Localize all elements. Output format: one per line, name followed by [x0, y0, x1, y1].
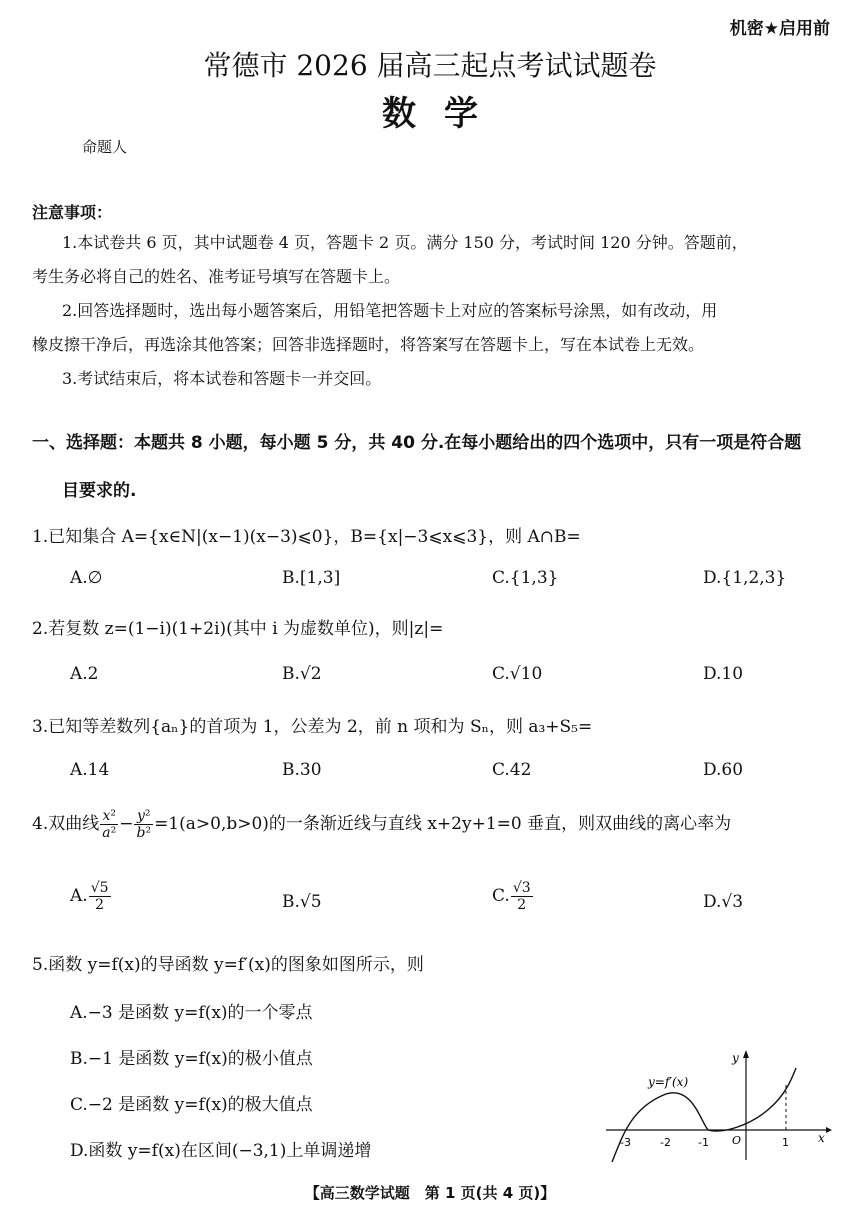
tick-1: 1	[782, 1136, 789, 1149]
q1-option-b: B.[1,3]	[282, 568, 341, 588]
q5-option-c: C.−2 是函数 y=f(x)的极大值点	[70, 1095, 313, 1115]
q2-option-d: D.10	[703, 664, 744, 684]
q4-stem: 4.双曲线 $\frac{\text{x²}}{\text{a²}}$ − $\frac{\text{y²}}{\text{b²}}$ =1(a>0,b>0)的一条渐近线与直线 x+2y+1=0 垂直，则双曲线的离心率为	[32, 808, 732, 841]
q3-option-d: D.60	[703, 760, 744, 780]
notice-heading: 注意事项：	[32, 203, 113, 222]
q4-stem-post: =1(a>0,b>0)的一条渐近线与直线 x+2y+1=0 垂直，则双曲线的离心率为	[154, 814, 732, 834]
q5-option-a: A.−3 是函数 y=f(x)的一个零点	[70, 1003, 313, 1023]
q1-option-a: A.∅	[70, 568, 103, 588]
q4-option-b: B.√5	[282, 892, 322, 912]
q4-option-d: D.√3	[703, 892, 744, 912]
curve-label: y=f′(x)	[648, 1075, 689, 1089]
q4-option-a: A. $\frac{√5}{2}$	[70, 880, 109, 913]
derivative-graph	[600, 1048, 840, 1168]
q2-option-c: C.√10	[492, 664, 543, 684]
q4-stem-pre: 4.双曲线	[32, 814, 100, 834]
q3-stem: 3.已知等差数列{aₙ}的首项为 1，公差为 2，前 n 项和为 Sₙ，则 a₃+S₅=	[32, 717, 593, 737]
section1-heading-cont: 目要求的.	[62, 481, 137, 501]
subject-title: 数学	[382, 94, 506, 134]
q1-option-c: C.{1,3}	[492, 568, 559, 588]
q3-option-b: B.30	[282, 760, 322, 780]
author-label: 命题人	[82, 138, 128, 156]
y-axis-arrow	[743, 1050, 749, 1058]
q3-option-a: A.14	[70, 760, 110, 780]
q3-option-c: C.42	[492, 760, 532, 780]
notice-item2-line1: 2.回答选择题时，选出每小题答案后，用铅笔把答题卡上对应的答案标号涂黑，如有改动，用	[62, 301, 718, 320]
y-axis-label: y	[732, 1051, 739, 1065]
q5-stem: 5.函数 y=f(x)的导函数 y=f′(x)的图象如图所示，则	[32, 955, 424, 975]
tick-neg2: -2	[660, 1136, 671, 1149]
exam-title: 常德市 2026 届高三起点考试试题卷	[203, 49, 657, 82]
q4-frac-x: $\frac{\text{x²}}{\text{a²}}$	[102, 808, 117, 841]
page-footer: 【高三数学试题 第 1 页(共 4 页)】	[304, 1184, 556, 1202]
tick-neg3: -3	[620, 1136, 631, 1149]
notice-item1-line1: 1.本试卷共 6 页，其中试题卷 4 页，答题卡 2 页。满分 150 分，考试时间 120 分钟。答题前，	[62, 233, 748, 252]
tick-origin: O	[732, 1134, 742, 1147]
q1-stem: 1.已知集合 A={x∈N|(x−1)(x−3)⩽0}，B={x|−3⩽x⩽3}，则 A∩B=	[32, 527, 581, 547]
q4-frac-y: $\frac{\text{y²}}{\text{b²}}$	[136, 808, 152, 841]
q4-option-c: C. $\frac{√3}{2}$	[492, 880, 531, 913]
q2-option-b: B.√2	[282, 664, 322, 684]
notice-item1-line2: 考生务必将自己的姓名、准考证号填写在答题卡上。	[32, 267, 401, 286]
q1-option-d: D.{1,2,3}	[703, 568, 787, 588]
q5-option-b: B.−1 是函数 y=f(x)的极小值点	[70, 1049, 313, 1069]
section1-heading: 一、选择题：本题共 8 小题，每小题 5 分，共 40 分.在每小题给出的四个选项中，只有一项是符合题	[32, 433, 802, 453]
q5-option-d: D.函数 y=f(x)在区间(−3,1)上单调递增	[70, 1141, 372, 1161]
notice-item2-line2: 橡皮擦干净后，再选涂其他答案；回答非选择题时，将答案写在答题卡上，写在本试卷上无效。	[32, 335, 705, 354]
x-axis-arrow	[826, 1127, 832, 1133]
q2-stem: 2.若复数 z=(1−i)(1+2i)(其中 i 为虚数单位)，则|z|=	[32, 619, 444, 639]
notice-item3: 3.考试结束后，将本试卷和答题卡一并交回。	[62, 369, 382, 388]
x-axis-label: x	[818, 1131, 825, 1145]
q2-option-a: A.2	[70, 664, 99, 684]
secret-label: 机密★启用前	[729, 19, 830, 39]
tick-neg1: -1	[698, 1136, 709, 1149]
